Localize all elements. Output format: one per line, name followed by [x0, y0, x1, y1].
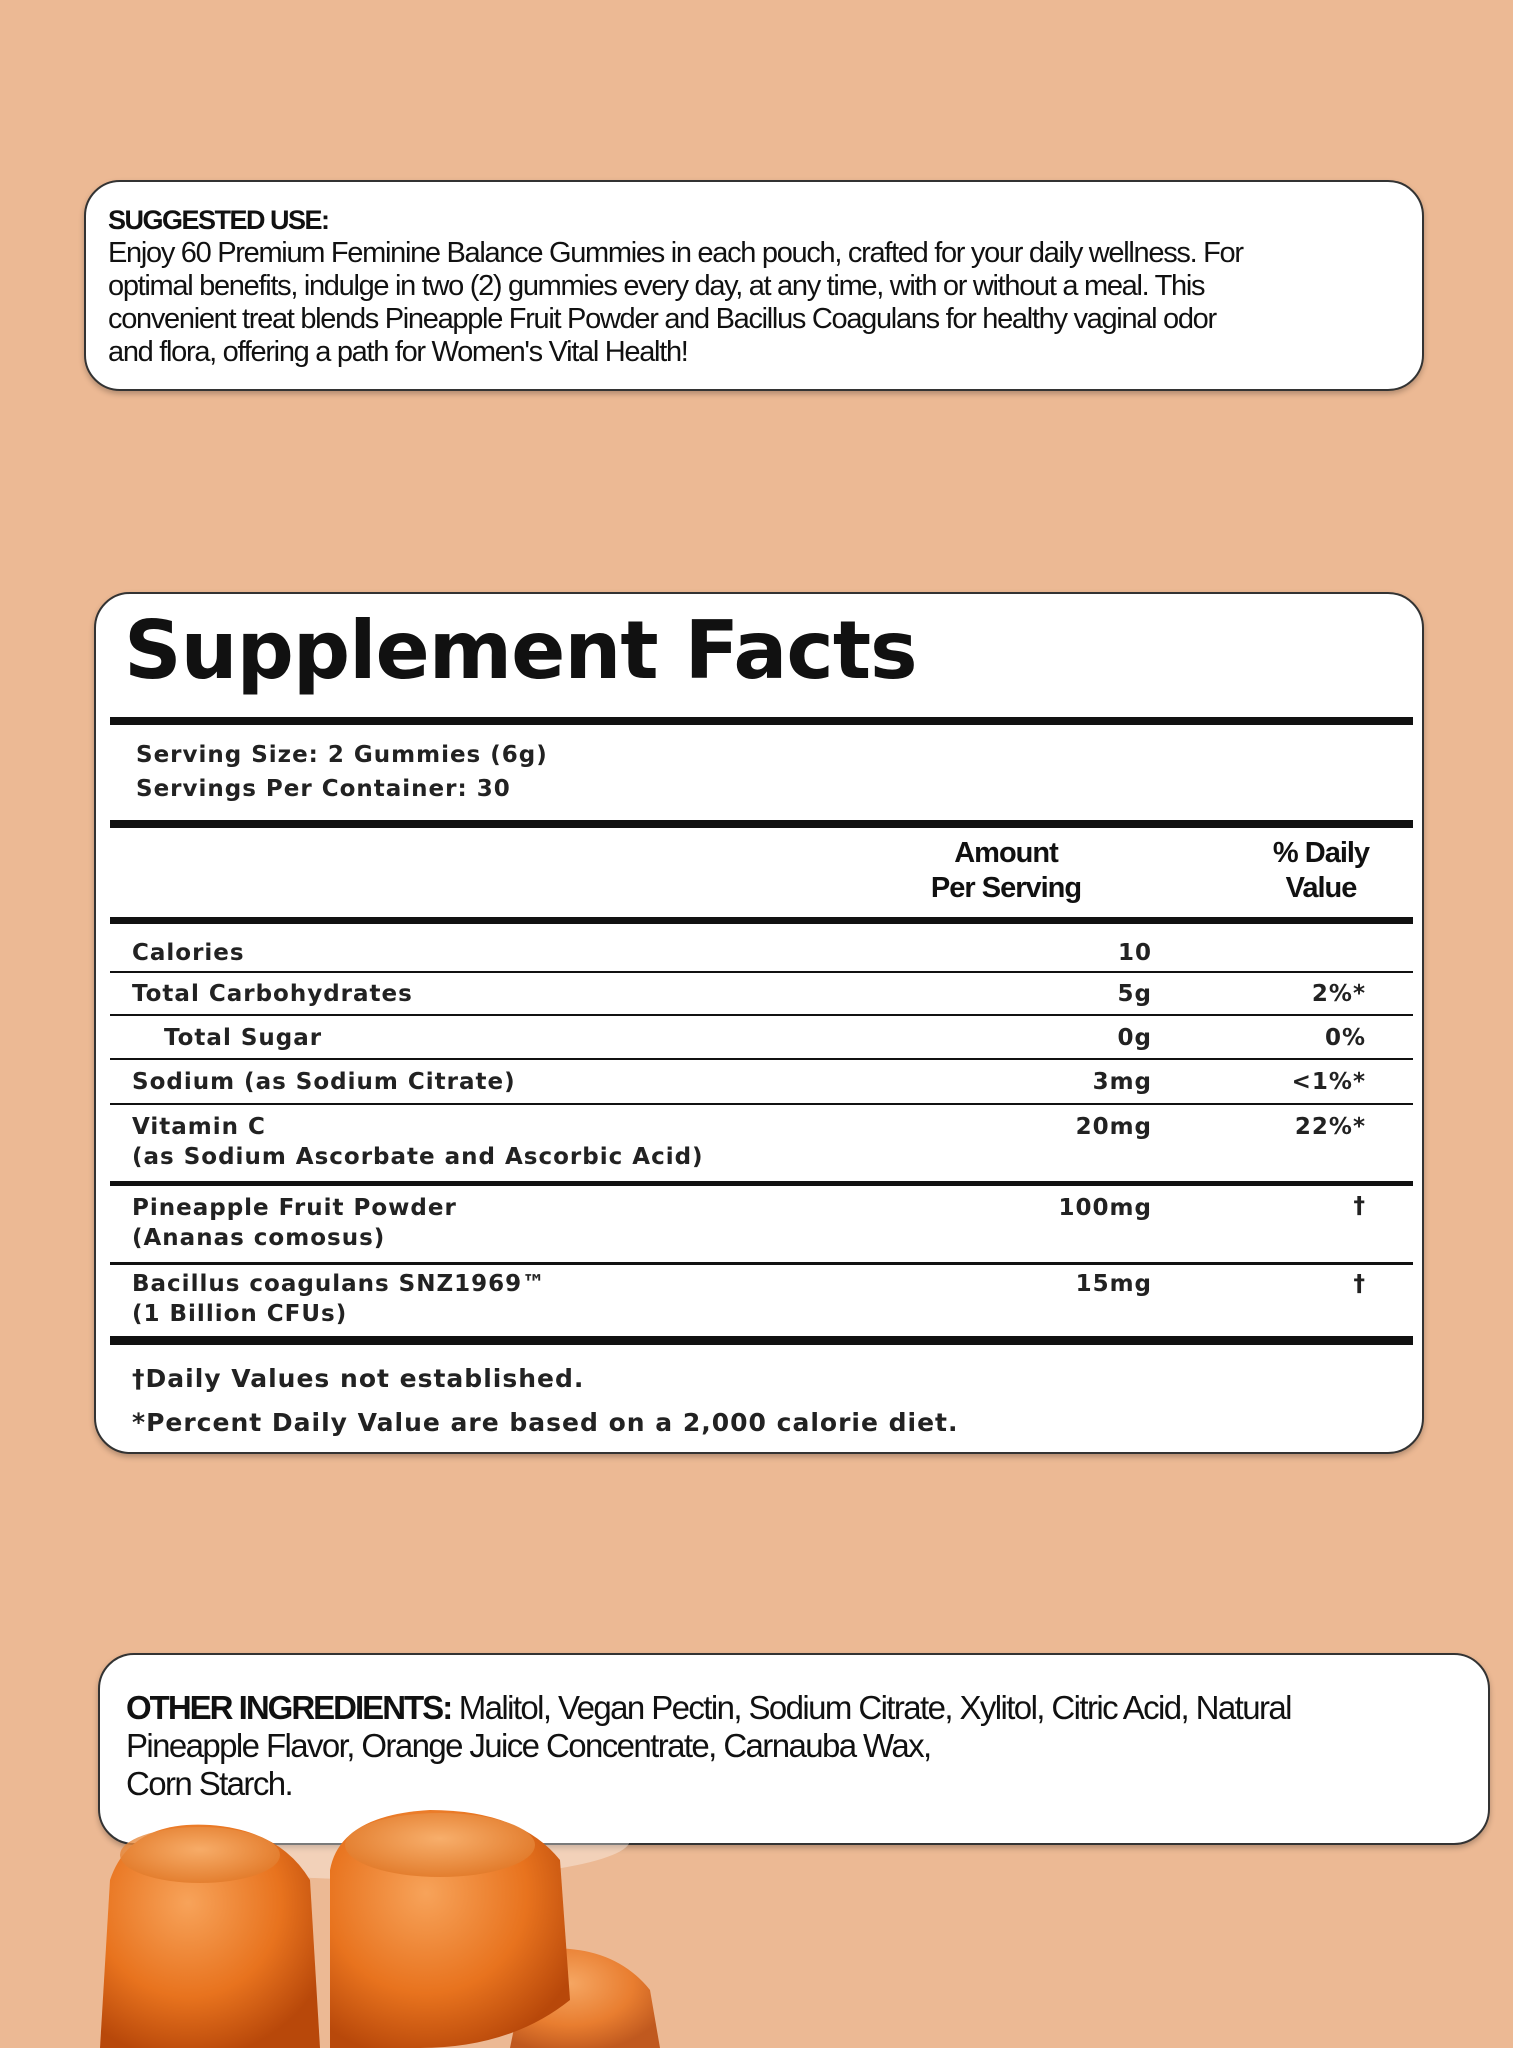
suggested-use-line: and flora, offering a path for Women's Vital Health!	[108, 336, 688, 368]
row-amount: 3mg	[1092, 1069, 1152, 1095]
suggested-use-heading: SUGGESTED USE:	[108, 205, 329, 235]
row-name: Calories	[132, 940, 245, 966]
row-amount: 10	[1117, 940, 1152, 966]
row-sub: (1 Billion CFUs)	[132, 1301, 348, 1327]
facts-title: Supplement Facts	[124, 604, 917, 697]
suggested-use-panel	[84, 180, 1424, 391]
row-name: Bacillus coagulans SNZ1969™	[132, 1271, 547, 1297]
divider	[110, 1262, 1413, 1265]
row-dv: 2%*	[1311, 981, 1366, 1007]
amount-header-line: Amount	[954, 837, 1058, 869]
row-dv: <1%*	[1291, 1069, 1366, 1095]
ingredients-line: Corn Starch.	[126, 1765, 293, 1802]
amount-header-line: Per Serving	[930, 872, 1082, 904]
divider	[110, 1103, 1413, 1105]
footnote-percent: *Percent Daily Value are based on a 2,000 calorie diet.	[132, 1408, 959, 1437]
ingredients-line: Pineapple Flavor, Orange Juice Concentrate, Carnauba Wax,	[126, 1727, 931, 1764]
gummies-image	[90, 1800, 690, 2048]
row-name: Total Carbohydrates	[132, 981, 413, 1007]
suggested-use-line: optimal benefits, indulge in two (2) gummies every day, at any time, with or without a meal. This	[108, 270, 1205, 302]
row-amount: 5g	[1117, 981, 1152, 1007]
other-ingredients-heading: OTHER INGREDIENTS:	[126, 1689, 452, 1726]
row-sub: (as Sodium Ascorbate and Ascorbic Acid)	[132, 1144, 704, 1170]
amount-header	[916, 836, 1096, 906]
suggested-use-line: convenient treat blends Pineapple Fruit Powder and Bacillus Coagulans for healthy vaginal odor	[108, 303, 1216, 335]
divider	[110, 1058, 1413, 1060]
divider	[110, 1181, 1413, 1186]
divider	[110, 1336, 1413, 1345]
ingredients-line: Malitol, Vegan Pectin, Sodium Citrate, Xylitol, Citric Acid, Natural	[451, 1689, 1291, 1726]
row-name: Total Sugar	[164, 1025, 323, 1051]
suggested-use-line: Enjoy 60 Premium Feminine Balance Gummies in each pouch, crafted for your daily wellness. For	[108, 237, 1243, 269]
row-amount: 0g	[1117, 1025, 1152, 1051]
row-dv: 0%	[1324, 1025, 1366, 1051]
serving-size: Serving Size: 2 Gummies (6g)	[136, 742, 548, 768]
divider	[110, 717, 1413, 725]
row-dv: †	[1353, 1193, 1366, 1219]
divider	[110, 917, 1413, 924]
row-dv: 22%*	[1294, 1114, 1366, 1140]
servings-per-container: Servings Per Container: 30	[136, 776, 511, 802]
daily-value-header	[1236, 836, 1406, 906]
divider	[110, 971, 1413, 973]
dv-header-line: % Daily	[1272, 837, 1370, 869]
divider	[110, 1014, 1413, 1016]
row-sub: (Ananas comosus)	[132, 1225, 386, 1251]
dv-header-line: Value	[1285, 872, 1357, 904]
row-dv: †	[1353, 1271, 1366, 1297]
footnote-dagger: †Daily Values not established.	[132, 1364, 585, 1393]
row-name: Sodium (as Sodium Citrate)	[132, 1069, 516, 1095]
row-name: Vitamin C	[132, 1114, 266, 1140]
divider	[110, 820, 1413, 828]
row-amount: 100mg	[1058, 1195, 1152, 1221]
row-name: Pineapple Fruit Powder	[132, 1195, 457, 1221]
row-amount: 15mg	[1075, 1271, 1152, 1297]
row-amount: 20mg	[1075, 1114, 1152, 1140]
supplement-facts-panel	[94, 592, 1424, 1454]
